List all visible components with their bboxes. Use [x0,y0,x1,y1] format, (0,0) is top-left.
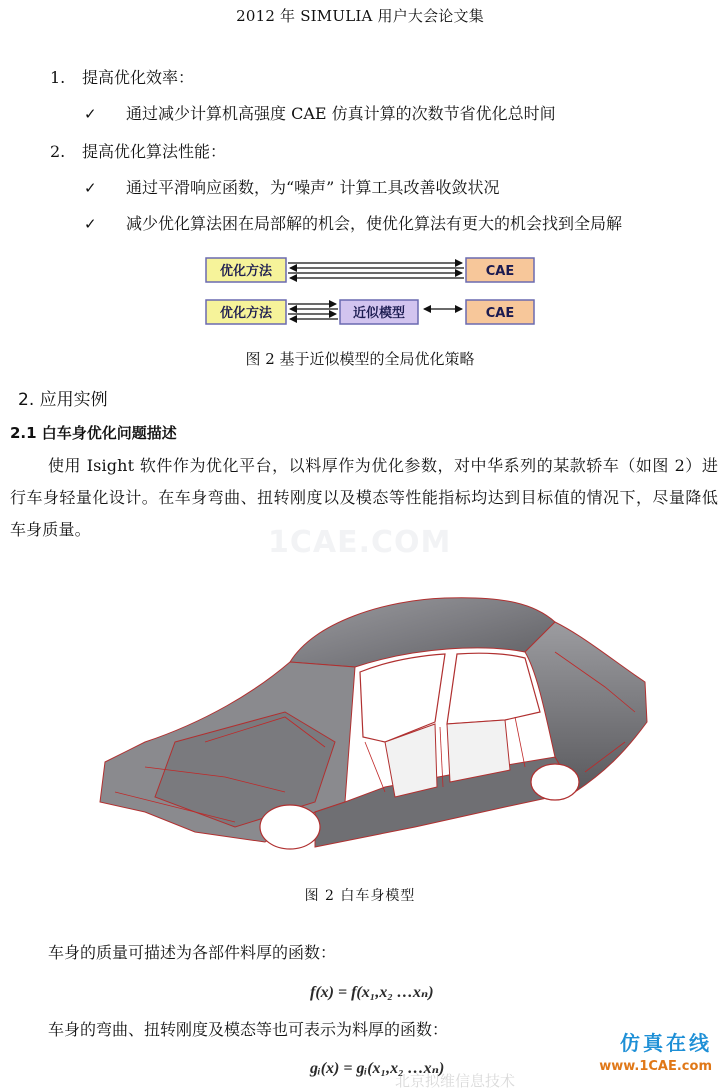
list-subitem-2 [84,178,499,198]
list-number: 1. [50,68,66,87]
page-header: 2012 年 SIMULIA 用户大会论文集 [236,7,484,25]
site-logo[interactable] [594,1032,712,1080]
list-subitem-1 [84,104,556,124]
figure-caption-strategy: 图 2 基于近似模型的全局优化策略 [245,350,475,368]
opt-method-label-2: 优化方法 [219,306,273,321]
check-icon: ✓ [84,105,97,123]
mass-formula: f(x) = f(x₁,x₂ …xₙ) [310,984,434,1001]
section-heading: 2. 应用实例 [18,390,108,410]
rear-wheel-arch [531,764,579,800]
list-subitem-text: 减少优化算法困在局部解的机会，使优化算法有更大的机会找到全局解 [126,214,623,233]
site-logo-url[interactable]: www.1CAE.com [599,1059,712,1074]
surrogate-model-label: 近似模型 [352,306,406,321]
list-label: 提高优化效率： [82,68,195,87]
stiffness-description-text: 车身的弯曲、扭转刚度及模态等也可表示为料厚的函数： [48,1020,449,1039]
list-subitem-3 [84,214,622,234]
optimization-strategy-diagram [0,252,720,330]
watermark-text: 1CAE.COM [268,525,452,560]
stiffness-formula: gᵢ(x) = gᵢ(x₁,x₂ …xₙ) [310,1060,445,1077]
cae-label-1: CAE [485,264,515,279]
body-in-white-model-image [85,592,655,862]
arrows-row-1 [288,263,464,278]
body-paragraph: 使用 Isight 软件作为优化平台，以料厚作为优化参数，对中华系列的某款轿车（如图 2）进行车身轻量化设计。在车身弯曲、扭转刚度以及模态等性能指标均达到目标值的情况下，尽量降低车身质量。 [10,456,718,539]
front-wheel-arch [260,805,320,849]
opt-method-label-1: 优化方法 [219,264,273,279]
subsection-heading: 2.1 白车身优化问题描述 [10,424,177,442]
site-logo-name: 仿真在线 [620,1031,712,1055]
check-icon: ✓ [84,215,97,233]
list-label: 提高优化算法性能： [82,142,227,161]
cae-label-2: CAE [485,306,515,321]
rear-window-opening [447,653,540,724]
mass-description-text: 车身的质量可描述为各部件料厚的函数： [48,943,337,962]
list-subitem-text: 通过减少计算机高强度 CAE 仿真计算的次数节省优化总时间 [126,104,556,123]
figure-caption-car: 图 2 白车身模型 [304,888,416,904]
check-icon: ✓ [84,179,97,197]
faint-footer-text: 北京拟维信息技术 [395,1072,516,1090]
list-number: 2. [50,142,66,161]
list-item-2 [50,142,226,162]
list-item-1 [50,68,194,88]
arrows-row-2-left [288,304,338,319]
list-subitem-text: 通过平滑响应函数，为“噪声” 计算工具改善收敛状况 [126,178,500,197]
